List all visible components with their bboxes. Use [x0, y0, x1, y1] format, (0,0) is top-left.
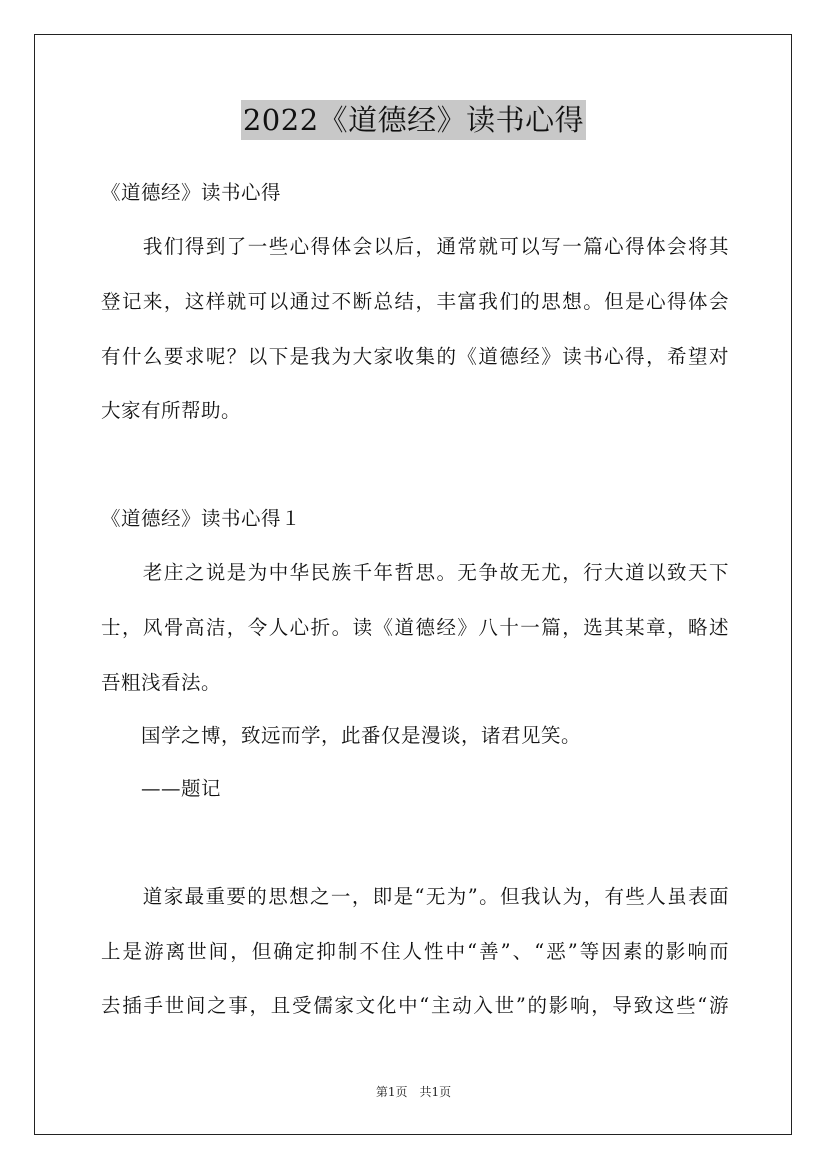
paragraph-line: 有什么要求呢？以下是我为大家收集的《道德经》读书心得，希望对: [101, 345, 729, 368]
section-heading: 《道德经》读书心得１: [101, 507, 302, 530]
paragraph-line: 老庄之说是为中华民族千年哲思。无争故无尤，行大道以致天下: [101, 561, 729, 584]
paragraph-line: 道家最重要的思想之一，即是“无为”。但我认为，有些人虽表面: [101, 885, 729, 908]
paragraph-line: 吾粗浅看法。: [101, 671, 222, 694]
paragraph-line: 去插手世间之事，且受儒家文化中“主动入世”的影响，导致这些“游: [101, 994, 729, 1017]
paragraph-line: 国学之博，致远而学，此番仅是漫谈，诸君见笑。: [101, 724, 582, 747]
document-title: 2022《道德经》读书心得: [241, 100, 586, 140]
section-heading: 《道德经》读书心得: [101, 181, 282, 204]
paragraph-line: 大家有所帮助。: [101, 399, 242, 422]
epigraph-attribution: ——题记: [101, 777, 222, 800]
title-container: [0, 100, 827, 140]
page-footer: 第1页 共1页: [375, 1085, 452, 1099]
paragraph-line: 士，风骨高洁，令人心折。读《道德经》八十一篇，选其某章，略述: [101, 616, 729, 639]
paragraph-line: 我们得到了一些心得体会以后，通常就可以写一篇心得体会将其: [101, 235, 729, 258]
paragraph-line: 上是游离世间，但确定抑制不住人性中“善”、“恶”等因素的影响而: [101, 940, 729, 963]
paragraph-line: 登记来，这样就可以通过不断总结，丰富我们的思想。但是心得体会: [101, 290, 729, 313]
